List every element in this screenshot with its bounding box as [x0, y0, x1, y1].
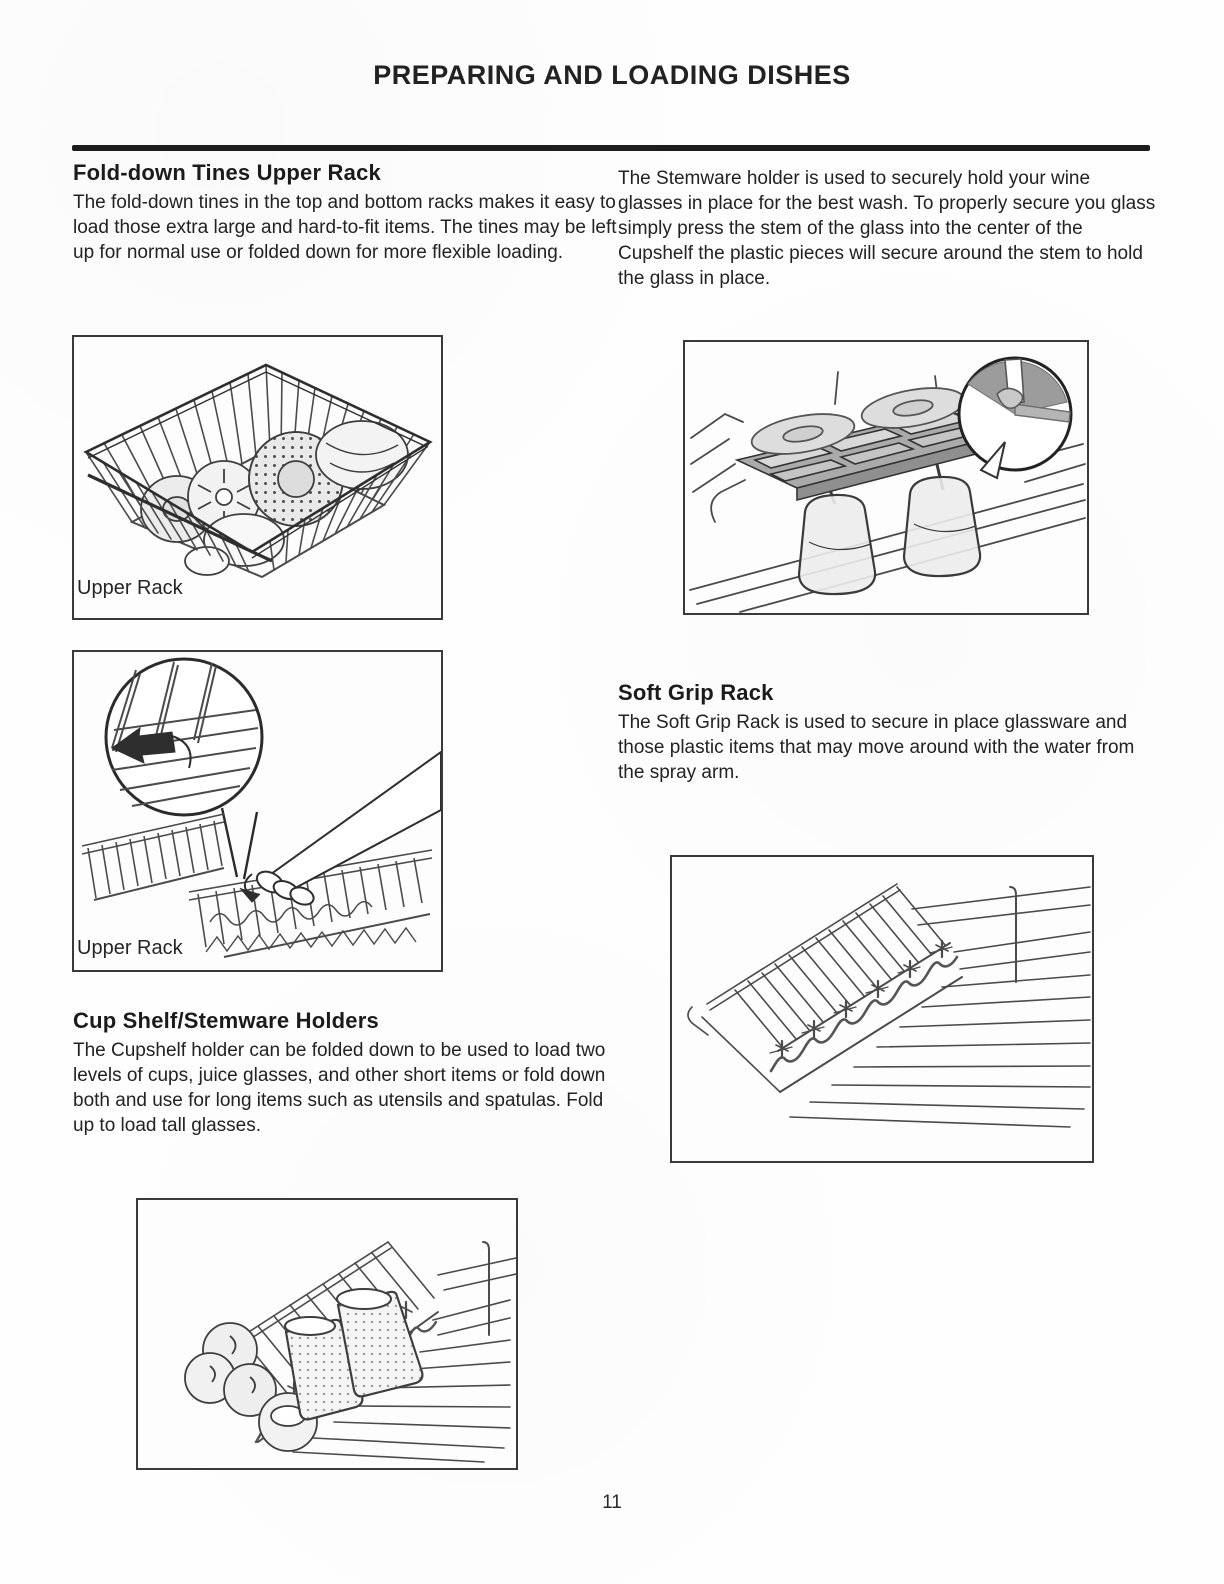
section-body-soft-grip: The Soft Grip Rack is used to secure in place glassware and those plastic items that may move around with the water from the spray arm. [618, 712, 1135, 783]
figure-caption-upper-rack-1: Upper Rack [77, 577, 183, 599]
cup-shelf-loaded-illustration [138, 1200, 516, 1468]
soft-grip-rack-illustration [672, 857, 1092, 1161]
title-divider-rule [72, 145, 1150, 151]
figure-soft-grip-rack [670, 855, 1094, 1163]
figure-upper-rack-loaded [72, 335, 443, 620]
figure-caption-upper-rack-2: Upper Rack [77, 937, 183, 959]
section-body-stemware: The Stemware holder is used to securely hold your wine glasses in place for the best wash. To properly secure you glass simply press the stem of the glass into the center of the Cupshelf the plastic pieces will secure around the stem to hold the glass in place. [618, 168, 1156, 289]
stemware-holder-illustration [685, 342, 1087, 613]
page-title: PREPARING AND LOADING DISHES [373, 60, 851, 90]
section-heading-fold-down-tines: Fold-down Tines Upper Rack [73, 160, 381, 185]
figure-stemware-holder [683, 340, 1089, 615]
fold-down-tines-illustration [74, 652, 441, 970]
section-body-cup-shelf: The Cupshelf holder can be folded down to be used to load two levels of cups, juice glasses, and other short items or fold down both and use for long items such as utensils and spatulas. Fold up to load tall glasses. [73, 1040, 606, 1136]
figure-upper-rack-tines [72, 650, 443, 972]
section-body-fold-down-tines: The fold-down tines in the top and bottom racks makes it easy to load those extra large and hard-to-fit items. The tines may be left up for normal use or folded down for more flexible loading. [73, 192, 617, 263]
figure-cup-shelf-loaded [136, 1198, 518, 1470]
section-heading-soft-grip: Soft Grip Rack [618, 680, 774, 705]
upper-rack-loaded-illustration [74, 337, 441, 618]
section-heading-cup-shelf: Cup Shelf/Stemware Holders [73, 1008, 379, 1033]
page-number: 11 [602, 1492, 622, 1513]
